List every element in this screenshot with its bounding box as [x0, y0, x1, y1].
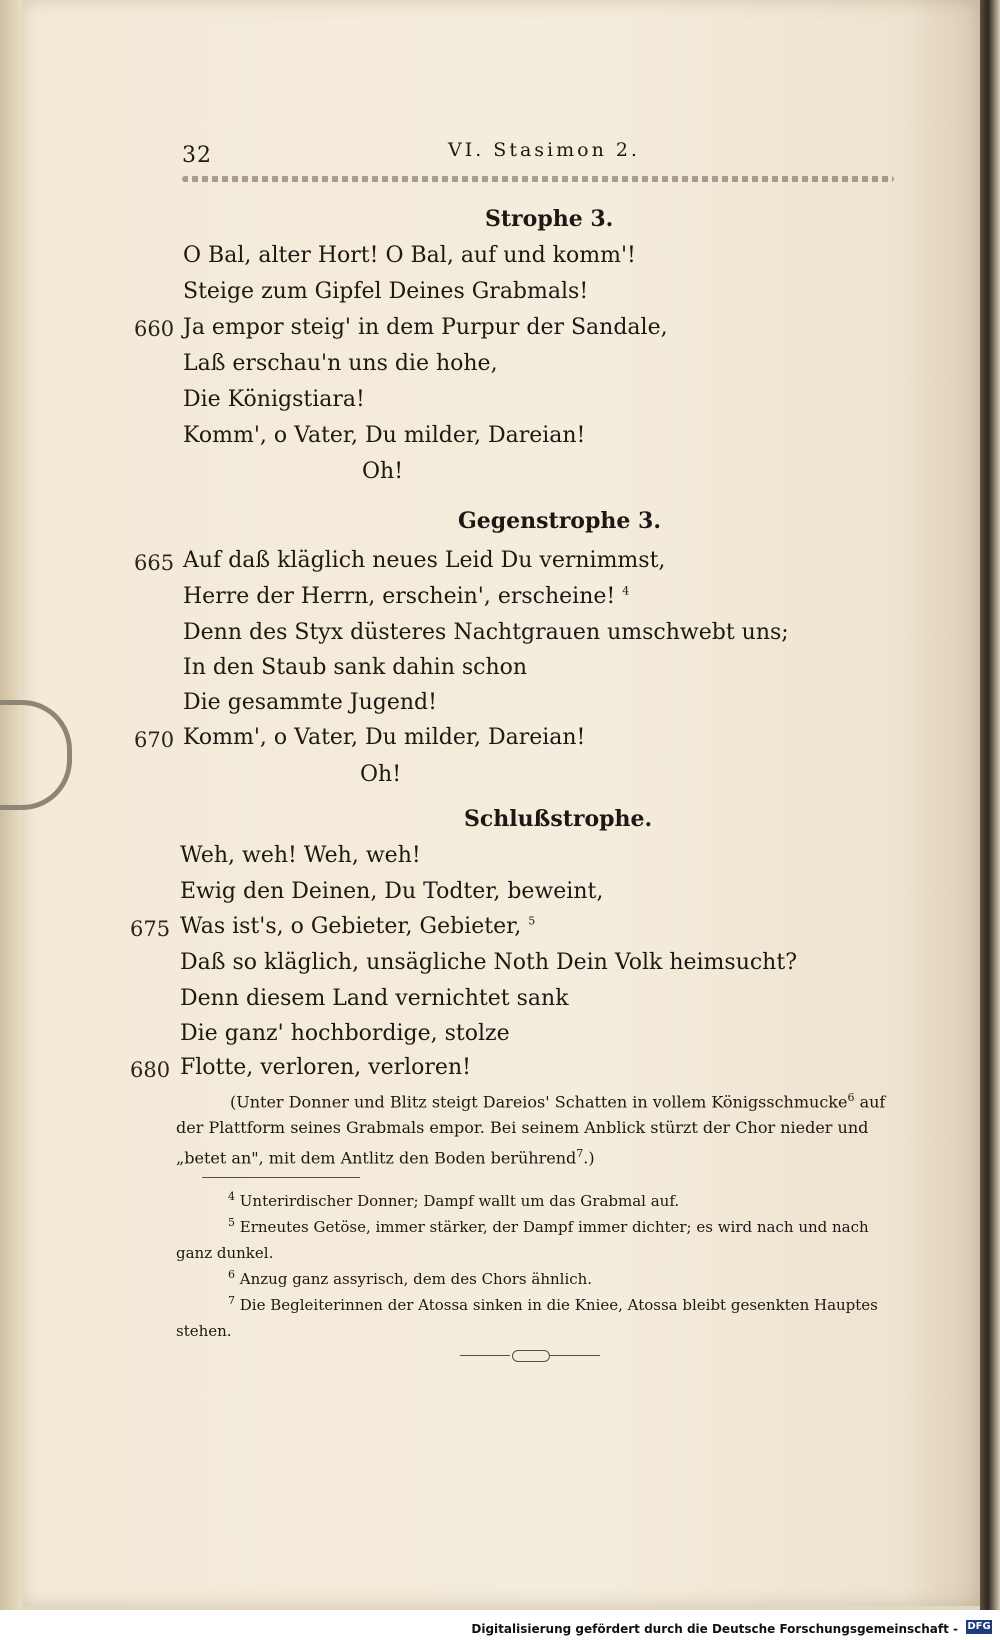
verse-line: In den Staub sank dahin schon	[183, 655, 528, 680]
strophe-3-heading: Strophe 3.	[485, 206, 614, 232]
footnote-number: 6	[228, 1268, 235, 1281]
verse-line: Oh!	[360, 762, 402, 787]
ornament-center	[512, 1350, 550, 1362]
verse-line: Daß so kläglich, unsägliche Noth Dein Volk heimsucht?	[180, 950, 797, 975]
gegenstrophe-3-heading: Gegenstrophe 3.	[458, 508, 661, 534]
verse-line: Denn diesem Land vernichtet sank	[180, 986, 569, 1011]
verse-line: Die gesammte Jugend!	[183, 690, 437, 715]
verse-line: Flotte, verloren, verloren!	[180, 1055, 471, 1080]
verse-line: Steige zum Gipfel Deines Grabmals!	[183, 279, 589, 304]
stage-direction-text: auf der Plattform seines Grabmals empor. Bei seinem Anblick stürzt der Chor nieder und „betet an", mit dem Antlitz den Boden berührend	[176, 1092, 886, 1168]
footnote-ref: 6	[847, 1091, 855, 1104]
line-number: 660	[134, 317, 175, 341]
footnote-text: Erneutes Getöse, immer stärker, der Dampf immer dichter; es wird nach und nach ganz dunkel.	[176, 1218, 869, 1262]
verse-line: Weh, weh! Weh, weh!	[180, 843, 421, 868]
stage-direction	[176, 1085, 891, 1172]
page-number: 32	[182, 143, 212, 168]
verse-line: Laß erschau'n uns die hohe,	[183, 351, 498, 376]
footer-credit: Digitalisierung gefördert durch die Deutsche Forschungsgemeinschaft -	[471, 1622, 958, 1636]
running-title: VI. Stasimon 2.	[448, 139, 640, 161]
verse-line: O Bal, alter Hort! O Bal, auf und komm'!	[183, 243, 636, 268]
verse-text: Herre der Herrn, erschein', erscheine!	[183, 584, 616, 609]
footnote-ref: 4	[622, 584, 630, 598]
end-ornament	[460, 1350, 600, 1360]
stage-direction-text: (Unter Donner und Blitz steigt Dareios' Schatten in vollem Königsschmucke	[230, 1092, 848, 1112]
book-page	[22, 0, 980, 1606]
verse-line: Auf daß kläglich neues Leid Du vernimmst,	[183, 548, 666, 573]
footnote-text: Die Begleiterinnen der Atossa sinken in die Kniee, Atossa bleibt gesenkten Hauptes stehen.	[176, 1296, 878, 1340]
header-wavy-rule	[182, 176, 894, 182]
book-gutter-shadow	[980, 0, 1000, 1610]
verse-line: Ewig den Deinen, Du Todter, beweint,	[180, 879, 604, 904]
verse-line	[180, 914, 535, 939]
stage-direction-text: .)	[583, 1148, 595, 1168]
verse-line: Denn des Styx düsteres Nachtgrauen umschwebt uns;	[183, 620, 789, 645]
dfg-logo-icon: DFG	[967, 1621, 991, 1632]
verse-line: Die Königstiara!	[183, 387, 365, 412]
line-number: 680	[130, 1058, 171, 1082]
verse-line: Oh!	[362, 459, 404, 484]
footnote-number: 7	[228, 1294, 235, 1307]
verse-line: Ja empor steig' in dem Purpur der Sandale,	[183, 315, 668, 340]
verse-line: Komm', o Vater, Du milder, Dareian!	[183, 725, 586, 750]
footnote-number: 5	[228, 1216, 235, 1229]
footnote-ref: 7	[576, 1147, 584, 1161]
schlussstrophe-heading: Schlußstrophe.	[464, 806, 653, 832]
footnote-text: Unterirdischer Donner; Dampf wallt um das Grabmal auf.	[239, 1192, 680, 1210]
footnote	[176, 1288, 891, 1344]
footnote-text: Anzug ganz assyrisch, dem des Chors ähnlich.	[239, 1270, 593, 1288]
footnote-number: 4	[228, 1190, 235, 1203]
verse-line: Die ganz' hochbordige, stolze	[180, 1021, 510, 1046]
line-number: 665	[134, 551, 175, 575]
line-number: 670	[134, 728, 175, 752]
verse-line	[183, 584, 629, 609]
footnote-divider	[202, 1177, 360, 1178]
ornament-line	[460, 1355, 510, 1356]
ornament-line	[550, 1355, 600, 1356]
verse-text: Was ist's, o Gebieter, Gebieter,	[180, 914, 522, 939]
line-number: 675	[130, 917, 171, 941]
footnote	[176, 1210, 891, 1266]
verse-line: Komm', o Vater, Du milder, Dareian!	[183, 423, 586, 448]
footnote-ref: 5	[528, 914, 536, 928]
